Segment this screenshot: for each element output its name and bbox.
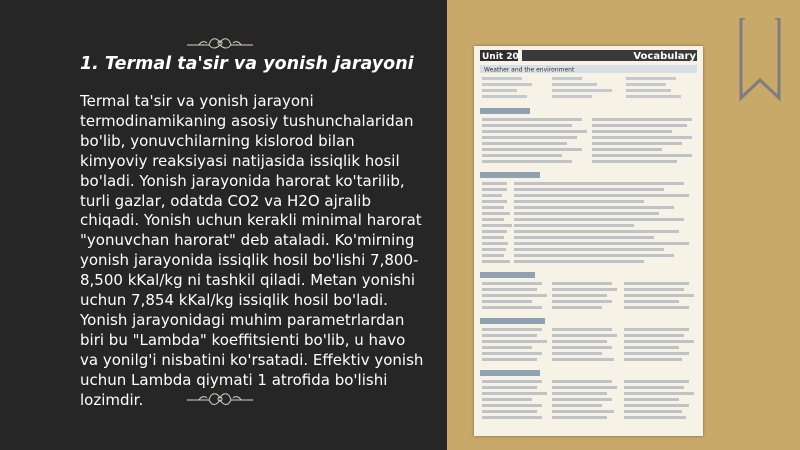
slide-body-text: Termal ta'sir va yonish jarayoni termodinamikaning asosiy tushunchalaridan bo'lib, yonuvchilarning kislorod bilan kimyoviy reaksiyasi natijasida issiqlik hosil bo'ladi. Yonish jarayonida harorat ko'tarilib, turli gazlar, odatda CO2 va H2O ajralib chiqadi. Yonish uchun kerakli minimal harorat "yonuvchan harorat" deb ataladi. Ko'mirning yonish jarayonida issiqlik hosil bo'lishi 7,800-8,500 kKal/kg ni tashkil qiladi. Metan yonishi uchun 7,854 kKal/kg issiqlik hosil bo'ladi. Yonish jarayonidagi muhim parametrlardan biri bu "Lambda" koeffitsienti bo'lib, u havo va yonilg'i nisbatini ko'rsatadi. Effektiv yonish uchun Lambda qiymati 1 atrofida bo'lishi lozimdir.: [80, 92, 424, 409]
vocabulary-page-image: [474, 46, 703, 436]
ornament-bottom-icon: [185, 390, 255, 410]
vocab-unit-label: Unit 20: [482, 52, 519, 62]
bookmark-ribbon-icon: [737, 18, 783, 102]
slide-title: 1. Termal ta'sir va yonish jarayoni: [80, 54, 414, 74]
vocab-header-label: Vocabulary: [633, 51, 696, 62]
vocab-section-label: Weather and the environment: [484, 66, 575, 74]
